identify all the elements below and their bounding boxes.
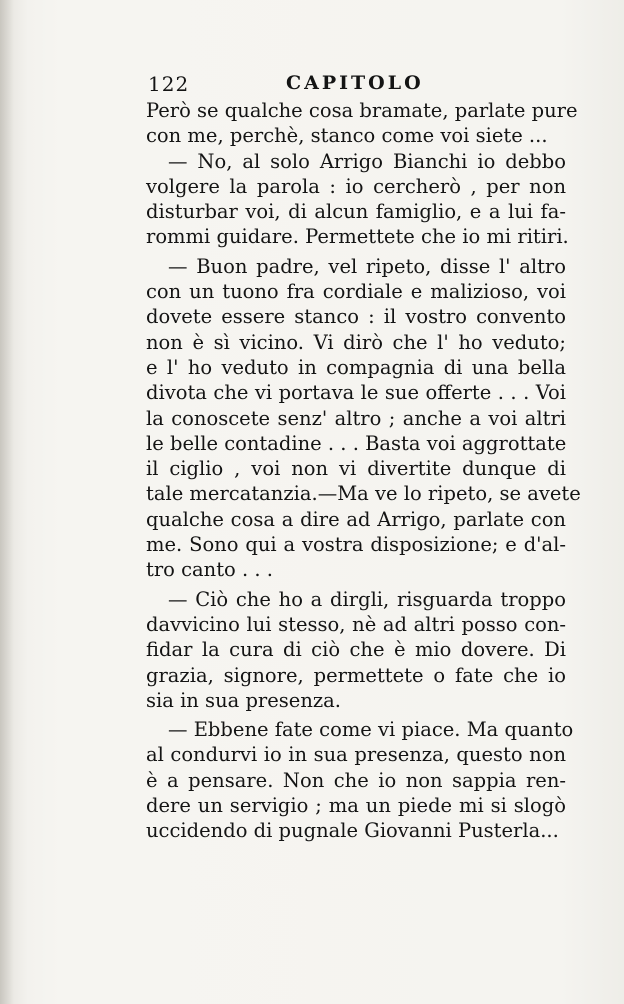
text-line: le belle contadine . . . Basta voi aggrottate — [146, 431, 567, 455]
text-line: sia in sua presenza. — [146, 688, 341, 712]
text-line: dere un servigio ; ma un piede mi si slogò — [146, 794, 566, 818]
text-line: non è sì vicino. Vi dirò che l' ho veduto; — [146, 330, 566, 354]
text-line: con un tuono fra cordiale e malizioso, voi — [146, 280, 566, 304]
text-line: fidar la cura di ciò che è mio dovere. Di — [146, 638, 566, 662]
text-line: davvicino lui stesso, nè ad altri posso con- — [146, 612, 566, 636]
text-line: al condurvi io in sua presenza, questo non — [146, 743, 566, 767]
text-line: è a pensare. Non che io non sappia ren- — [146, 768, 566, 792]
page-edge-shadow — [0, 0, 14, 1004]
text-line: Però se qualche cosa bramate, parlate pure — [146, 99, 578, 122]
text-line: dovete essere stanco : il vostro convento — [146, 305, 566, 329]
running-head: CAPITOLO — [286, 72, 424, 94]
text-line: tale mercatanzia.—Ma ve lo ripeto, se avete — [146, 482, 581, 506]
text-line: uccidendo di pugnale Giovanni Pusterla... — [146, 819, 559, 843]
text-line: la conoscete senz' altro ; anche a voi altri — [146, 406, 566, 430]
page-number: 122 — [148, 72, 190, 96]
text-line: — Ebbene fate come vi piace. Ma quanto — [168, 718, 574, 742]
text-line: rommi guidare. Permettete che io mi ritiri. — [146, 225, 569, 249]
text-line: — No, al solo Arrigo Bianchi io debbo — [168, 149, 566, 173]
text-line: con me, perchè, stanco come voi siete ... — [146, 124, 548, 148]
text-line: divota che vi portava le sue offerte . . . Voi — [146, 381, 566, 405]
text-line: volgere la parola : io cercherò , per non — [146, 174, 566, 198]
text-line: me. Sono qui a vostra disposizione; e d'al- — [146, 533, 566, 557]
text-line: tro canto . . . — [146, 558, 273, 582]
text-line: — Ciò che ho a dirgli, risguarda troppo — [168, 587, 566, 611]
text-line: grazia, signore, permettete o fate che io — [146, 663, 566, 687]
text-line: il ciglio , voi non vi divertite dunque di — [146, 457, 566, 481]
text-line: e l' ho veduto in compagnia di una bella — [146, 355, 566, 379]
text-line: qualche cosa a dire ad Arrigo, parlate con — [146, 507, 566, 531]
text-line: disturbar voi, di alcun famiglio, e a lui fa- — [146, 200, 566, 224]
body-text — [146, 98, 581, 844]
text-line: — Buon padre, vel ripeto, disse l' altro — [168, 254, 566, 278]
